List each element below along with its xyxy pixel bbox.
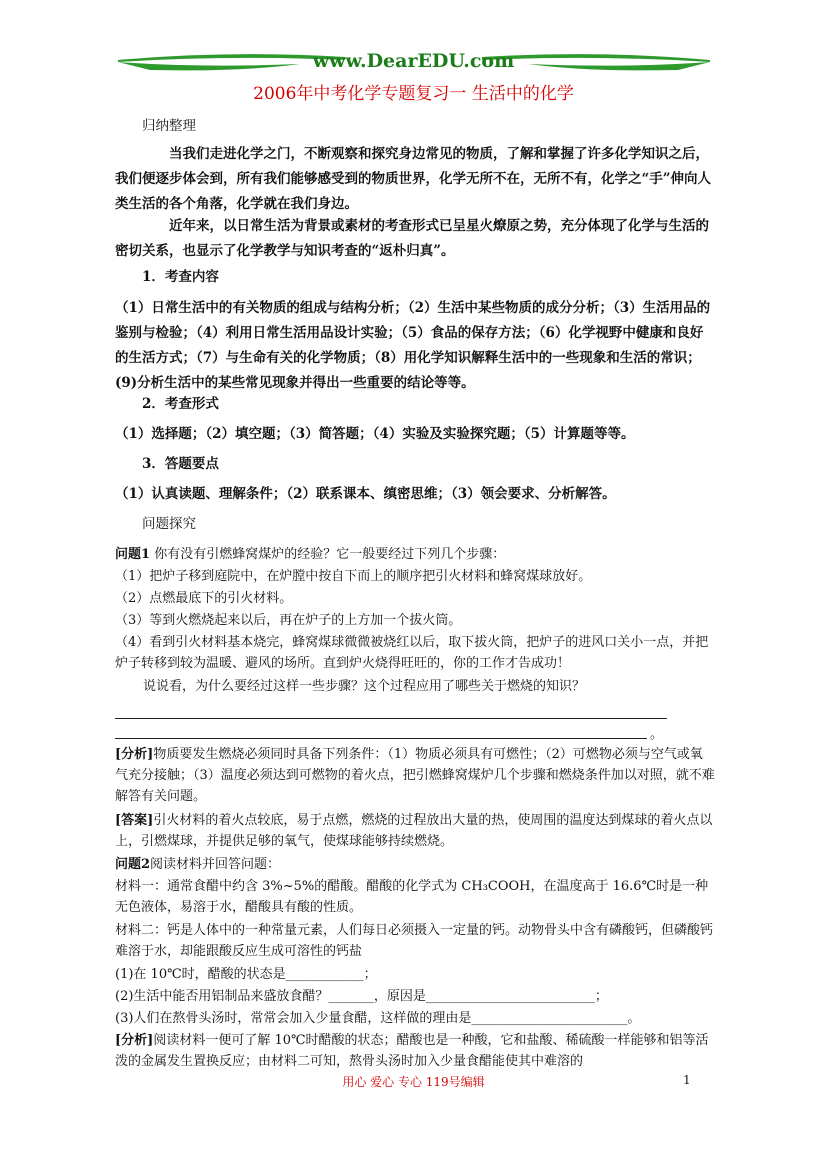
question-2-text: 阅读材料并回答问题： (150, 857, 281, 872)
analysis-text-2: 阅读材料一便可了解 10℃时醋酸的状态；醋酸也是一种酸，它和盐酸、稀硫酸一样能够和铝等活泼的金属发生置换反应；由材料二可知，熬骨头汤时加入少量食醋能使其中难溶的 (115, 1033, 709, 1069)
section-1-body: （1）日常生活中的有关物质的组成与结构分析；（2）生活中某些物质的成分分析；（3）生活用品的鉴别与检验；（4）利用日常生活用品设计实验；（5）食品的保存方法；（6）化学视野中健康和良好的生活方式；（7）与生命有关的化学物质；（8）用化学知识解释生活中的一些现象和生活的常识；(9)分析生活中的某些常见现象并得出一些重要的结论等等。 (115, 300, 711, 391)
question-1-step-2: （2）点燃最底下的引火材料。 (115, 591, 293, 606)
question-1-step-4: （4）看到引火材料基本烧完，蜂窝煤球微微被烧红以后，取下拔火筒，把炉子的进风口关小一点，并把炉子转移到较为温暖、避风的场所。直到炉火烧得旺旺的，你的工作才告成功！ (115, 635, 709, 671)
site-url: www.DearEDU.com (312, 50, 515, 72)
question-2-item-2: (2)生活中能否用铝制品来盛放食醋？_______，原因是__________________________； (115, 989, 608, 1004)
analysis-label: [分析] (115, 747, 154, 762)
question-1-step-1: （1）把炉子移到庭院中，在炉膛中按自下而上的顺序把引火材料和蜂窝煤球放好。 (115, 569, 592, 584)
section-2-title: 2．考查形式 (142, 396, 219, 412)
answer-line-1 (115, 718, 667, 719)
section-1-title: 1．考查内容 (142, 269, 219, 285)
material-1: 材料一：通常食醋中约含 3%~5%的醋酸。醋酸的化学式为 CH₃COOH，在温度高于 16.6℃时是一种无色液体，易溶于水，醋酸具有酸的性质。 (115, 879, 709, 915)
page-title: 2006年中考化学专题复习一 生活中的化学 (253, 84, 574, 104)
question-2 (115, 854, 715, 875)
question-1-label: 问题1 (115, 547, 151, 562)
heading-explore: 问题探究 (142, 516, 196, 532)
question-2-analysis (115, 1030, 715, 1072)
material-2: 材料二：钙是人体中的一种常量元素，人们每日必须摄入一定量的钙。动物骨头中含有磷酸钙，但磷酸钙难溶于水，却能跟酸反应生成可溶性的钙盐 (115, 923, 714, 959)
question-1-ask: 说说看，为什么要经过这样一些步骤？这个过程应用了哪些关于燃烧的知识？ (143, 679, 586, 694)
question-1-step-3: （3）等到火燃烧起来以后，再在炉子的上方加一个拔火筒。 (115, 613, 462, 628)
intro-paragraph-2: 近年来，以日常生活为背景或素材的考查形式已呈星火燎原之势，充分体现了化学与生活的密切关系，也显示了化学教学与知识考查的“返朴归真”。 (115, 218, 709, 259)
analysis-text: 物质要发生燃烧必须同时具备下列条件：（1）物质必须具有可燃性；（2）可燃物必须与空气或氧气充分接触；（3）温度必须达到可燃物的着火点，把引燃蜂窝煤炉几个步骤和燃烧条件加以对照，就不难解答有关问题。 (115, 747, 715, 804)
section-3-title: 3．答题要点 (142, 456, 219, 472)
section-3-body: （1）认真读题、理解条件；（2）联系课本、缜密思维；（3）领会要求、分析解答。 (115, 486, 616, 502)
answer-text: 引火材料的着火点较底，易于点燃，燃烧的过程放出大量的热，使周围的温度达到煤球的着火点以上，引燃煤球，并提供足够的氧气，使煤球能够持续燃烧。 (115, 813, 713, 849)
analysis-label-2: [分析] (115, 1033, 154, 1048)
question-2-label: 问题2 (115, 857, 151, 872)
question-1 (115, 544, 715, 565)
page-number: 1 (683, 1073, 691, 1087)
question-1-answer (115, 810, 715, 852)
question-2-item-1: (1)在 10℃时，醋酸的状态是____________； (115, 967, 377, 982)
answer-line-end: 。 (650, 727, 664, 742)
intro-paragraph-1: 当我们走进化学之门，不断观察和探究身边常见的物质，了解和掌握了许多化学知识之后，我们便逐步体会到，所有我们能够感受到的物质世界，化学无所不在，无所不有，化学之“手”伸向人类生活的各个角落，化学就在我们身边。 (115, 146, 712, 212)
question-1-text: 你有没有引燃蜂窝煤炉的经验？它一般要经过下列几个步骤： (154, 547, 506, 562)
heading-summary: 归纳整理 (142, 118, 196, 134)
footer-text: 用心 爱心 专心 119号编辑 (342, 1075, 485, 1089)
section-2-body: （1）选择题；（2）填空题；（3）简答题；（4）实验及实验探究题；（5）计算题等等。 (115, 426, 635, 442)
question-2-item-3: (3)人们在熬骨头汤时，常常会加入少量食醋，这样做的理由是________________________。 (115, 1011, 641, 1026)
question-1-analysis (115, 744, 715, 807)
answer-line-2 (115, 738, 647, 739)
answer-label: [答案] (115, 813, 154, 828)
